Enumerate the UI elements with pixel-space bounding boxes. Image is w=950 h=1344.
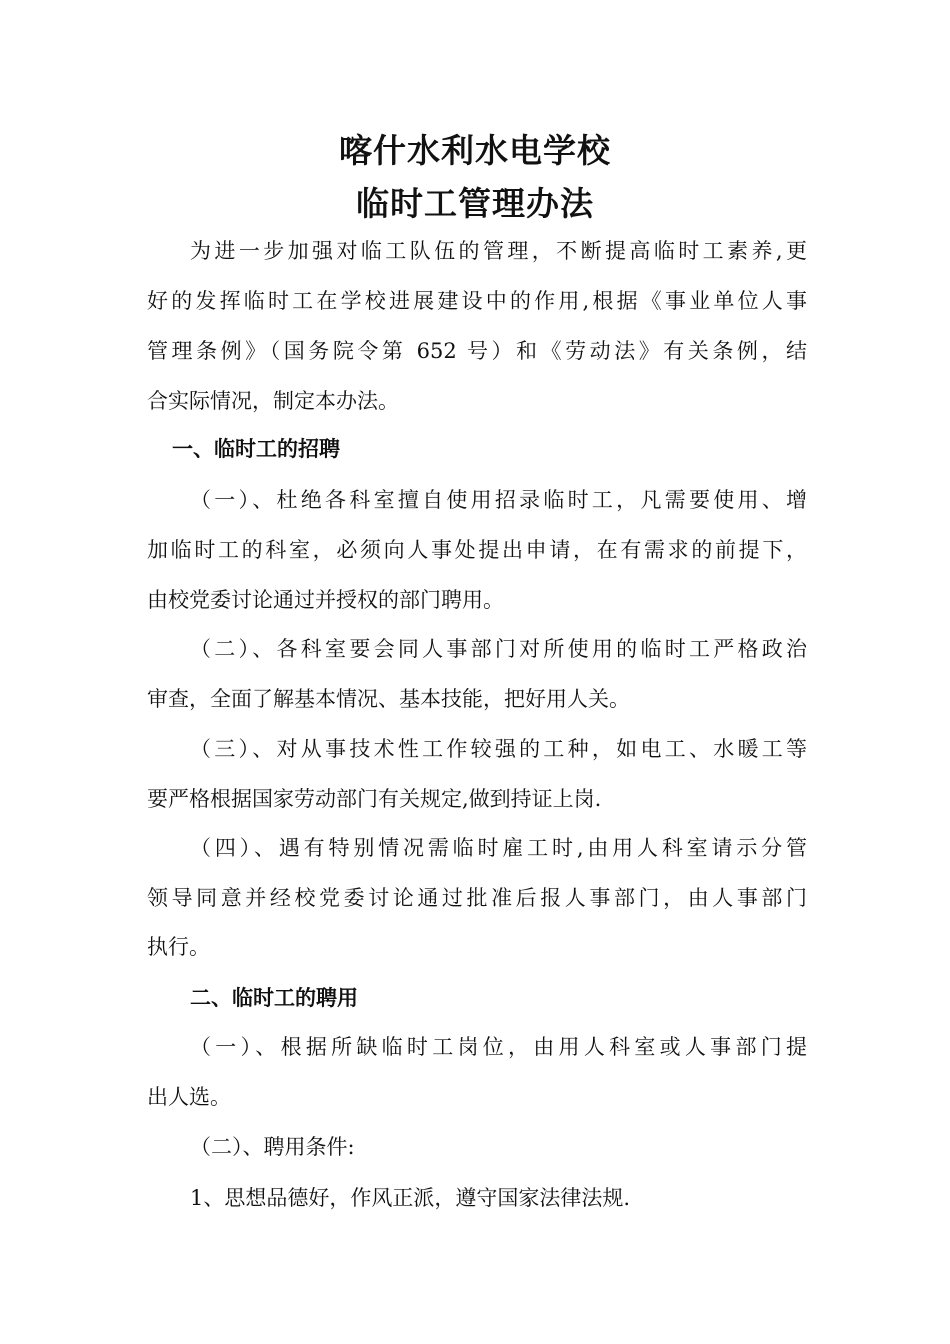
paragraph-line: （四）、遇有特别情况需临时雇工时,由用人科室请示分管 [190,836,807,860]
document-title-subject: 临时工管理办法 [356,184,594,223]
paragraph-line: 领导同意并经校党委讨论通过批准后报人事部门，由人事部门 [147,886,807,910]
paragraph-line: （二）、聘用条件: [190,1135,355,1159]
section-heading-recruitment: 一、临时工的招聘 [172,437,340,461]
paragraph-line: （一）、根据所缺临时工岗位，由用人科室或人事部门提 [190,1035,807,1059]
paragraph-line: 执行。 [147,935,210,959]
paragraph-line: （一）、杜绝各科室擅自使用招录临时工，凡需要使用、增 [190,488,807,512]
document-title-school: 喀什水利水电学校 [339,131,611,170]
paragraph-line: 好的发挥临时工在学校进展建设中的作用,根据《事业单位人事 [147,289,807,313]
paragraph-line: （二）、各科室要会同人事部门对所使用的临时工严格政治 [190,637,807,661]
paragraph-line: 要严格根据国家劳动部门有关规定,做到持证上岗. [147,787,602,811]
paragraph-line: 审查，全面了解基本情况、基本技能，把好用人关。 [147,687,630,711]
paragraph-line: 合实际情况，制定本办法。 [147,389,399,413]
condition-point-1: 1、思想品德好，作风正派，遵守国家法律法规. [190,1186,631,1210]
paragraph-line: 为进一步加强对临工队伍的管理，不断提高临时工素养,更 [190,239,807,263]
paragraph-line: （三）、对从事技术性工作较强的工种，如电工、水暖工等 [190,737,807,761]
paragraph-line: 由校党委讨论通过并授权的部门聘用。 [147,588,504,612]
paragraph-line: 加临时工的科室，必须向人事处提出申请，在有需求的前提下， [147,538,807,562]
paragraph-line: 管理条例》（国务院令第 652 号）和《劳动法》有关条例，结 [147,339,807,363]
section-heading-employment: 二、临时工的聘用 [190,986,358,1010]
paragraph-line: 出人选。 [147,1085,231,1109]
